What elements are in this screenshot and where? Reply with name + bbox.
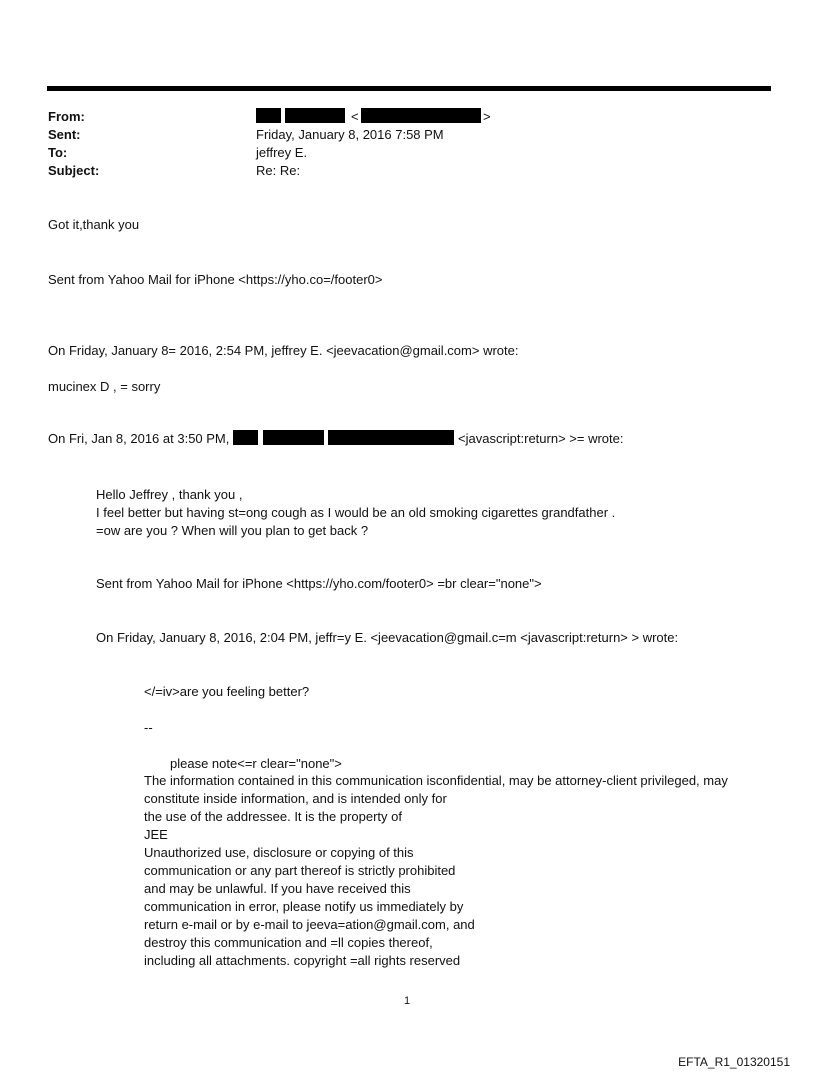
- quote1-line: Hello Jeffrey , thank you ,: [96, 487, 243, 502]
- disclaimer-line: constitute inside information, and is intended only for: [144, 791, 447, 806]
- quote1-on-line: On Friday, January 8, 2016, 2:04 PM, jeffr=y E. <jeevacation@gmail.c=m <javascript:return> > wrote:: [96, 630, 679, 645]
- to-label: To:: [48, 145, 68, 160]
- disclaimer-line: Unauthorized use, disclosure or copying of this: [144, 845, 414, 860]
- subject-label: Subject:: [48, 163, 100, 178]
- quote2-dashes: --: [144, 720, 153, 735]
- from-lt: <: [351, 109, 359, 124]
- from-gt: >: [483, 109, 491, 124]
- page-number: 1: [404, 995, 411, 1007]
- disclaimer: [144, 772, 728, 970]
- body-line-mucinex: mucinex D , = sorry: [48, 379, 161, 394]
- quote1-message: [96, 486, 615, 540]
- disclaimer-line: JEE: [144, 827, 168, 842]
- redaction-block: [233, 430, 258, 445]
- quote1-sent-from: Sent from Yahoo Mail for iPhone <https://yho.com/footer0> =br clear="none">: [96, 576, 542, 591]
- quote2-line: </=iv>are you feeling better?: [144, 684, 310, 699]
- bates-number: EFTA_R1_01320151: [678, 1055, 790, 1069]
- sent-value: Friday, January 8, 2016 7:58 PM: [256, 127, 444, 142]
- from-label: From:: [48, 109, 85, 124]
- quote1-line: I feel better but having st=ong cough as I would be an old smoking cigarettes grandfather .: [96, 505, 616, 520]
- sent-label: Sent:: [48, 127, 81, 142]
- body-line-sent-from: Sent from Yahoo Mail for iPhone <https://yho.co=/footer0>: [48, 272, 383, 287]
- header-rule: [47, 86, 771, 91]
- redaction-block: [263, 430, 324, 445]
- to-value: jeffrey E.: [256, 145, 308, 160]
- body-line-on-fri: On Fri, Jan 8, 2016 at 3:50 PM,: [48, 431, 230, 446]
- redaction-block: [285, 108, 345, 123]
- body-line-on-date: On Friday, January 8= 2016, 2:54 PM, jeffrey E. <jeevacation@gmail.com> wrote:: [48, 343, 519, 358]
- disclaimer-line: the use of the addressee. It is the property of: [144, 809, 402, 824]
- disclaimer-line: and may be unlawful. If you have received this: [144, 881, 411, 896]
- redaction-block: [361, 108, 481, 123]
- body-line-on-fri-suffix: <javascript:return> >= wrote:: [458, 431, 624, 446]
- body-line-thanks: Got it,thank you: [48, 217, 140, 232]
- redaction-block: [328, 430, 454, 445]
- disclaimer-line: destroy this communication and =ll copies thereof,: [144, 935, 433, 950]
- disclaimer-line: including all attachments. copyright =all rights reserved: [144, 953, 461, 968]
- disclaimer-line: return e-mail or by e-mail to jeeva=ation@gmail.com, and: [144, 917, 475, 932]
- subject-value: Re: Re:: [256, 163, 301, 178]
- disclaimer-line: communication in error, please notify us immediately by: [144, 899, 464, 914]
- redaction-block: [256, 108, 281, 123]
- quote1-line: =ow are you ? When will you plan to get back ?: [96, 523, 369, 538]
- quote2-note: please note<=r clear="none">: [170, 756, 342, 771]
- disclaimer-line: communication or any part thereof is strictly prohibited: [144, 863, 456, 878]
- disclaimer-line: The information contained in this communication isconfidential, may be attorney-client privileged, may: [144, 773, 728, 788]
